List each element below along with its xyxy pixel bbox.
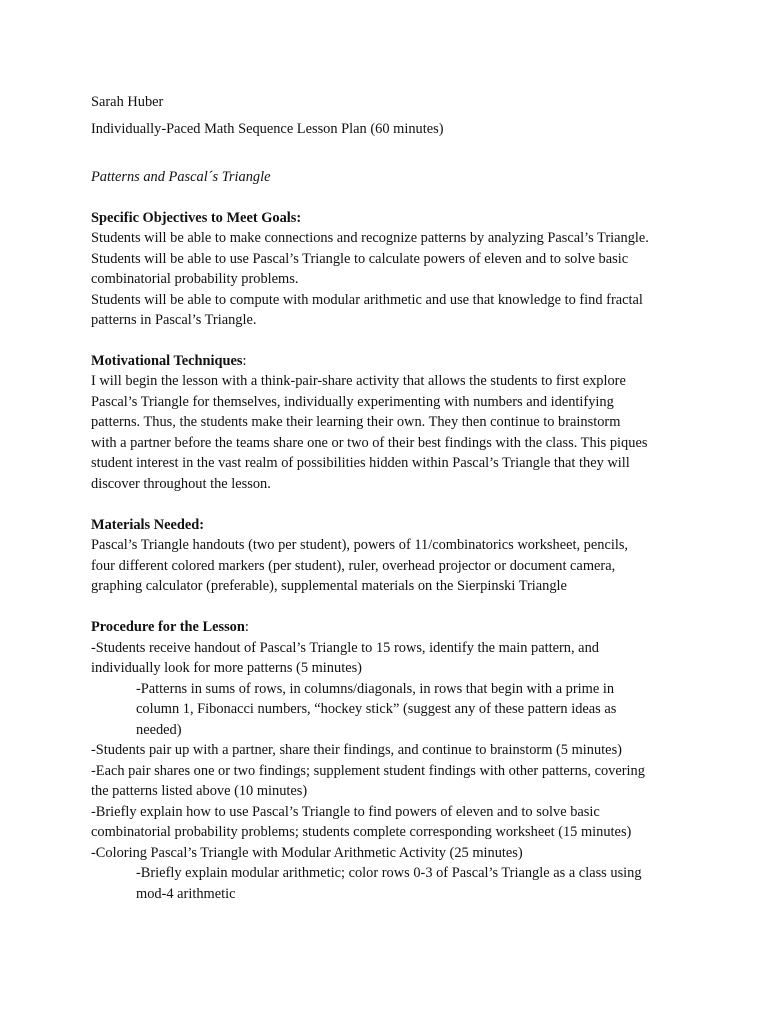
lesson-title: Patterns and Pascal´s Triangle: [91, 169, 271, 185]
materials-line: graphing calculator (preferable), supplemental materials on the Sierpinski Triangle: [91, 578, 567, 594]
materials-heading: Materials Needed:: [91, 517, 205, 533]
procedure-heading-row: [91, 617, 249, 637]
motivation-line: I will begin the lesson with a think-pair-share activity that allows the students to first explore: [91, 373, 626, 389]
motivation-heading: Motivational Techniques: [91, 353, 243, 369]
motivation-heading-row: [91, 351, 247, 371]
procedure-line: the patterns listed above (10 minutes): [91, 783, 308, 799]
objectives-line: Students will be able to use Pascal’s Triangle to calculate powers of eleven and to solve basic: [91, 251, 629, 267]
motivation-line: Pascal’s Triangle for themselves, individually experimenting with numbers and identifying: [91, 394, 614, 410]
procedure-line: -Coloring Pascal’s Triangle with Modular Arithmetic Activity (25 minutes): [91, 845, 523, 861]
procedure-line: individually look for more patterns (5 minutes): [91, 660, 362, 676]
motivation-heading-colon: :: [242, 353, 247, 369]
objectives-heading: Specific Objectives to Meet Goals:: [91, 210, 302, 226]
objectives-line: combinatorial probability problems.: [91, 271, 299, 287]
procedure-line: -Briefly explain how to use Pascal’s Triangle to find powers of eleven and to solve basic: [91, 804, 600, 820]
procedure-subline: mod-4 arithmetic: [136, 886, 236, 902]
procedure-line: -Students receive handout of Pascal’s Triangle to 15 rows, identify the main pattern, and: [91, 640, 599, 656]
procedure-subline: needed): [136, 722, 182, 738]
materials-line: four different colored markers (per student), ruler, overhead projector or document camera,: [91, 558, 616, 574]
objectives-line: Students will be able to make connections and recognize patterns by analyzing Pascal’s Triangle.: [91, 230, 649, 246]
procedure-heading-colon: :: [244, 619, 249, 635]
materials-line: Pascal’s Triangle handouts (two per student), powers of 11/combinatorics worksheet, pencils,: [91, 537, 629, 553]
motivation-line: discover throughout the lesson.: [91, 476, 271, 492]
procedure-subline: -Briefly explain modular arithmetic; color rows 0-3 of Pascal’s Triangle as a class using: [136, 865, 642, 881]
objectives-line: patterns in Pascal’s Triangle.: [91, 312, 257, 328]
plan-title: Individually-Paced Math Sequence Lesson Plan (60 minutes): [91, 121, 444, 137]
motivation-line: student interest in the vast realm of possibilities hidden within Pascal’s Triangle that they will: [91, 455, 630, 471]
motivation-line: patterns. Thus, the students make their learning their own. They then continue to brainstorm: [91, 414, 621, 430]
procedure-line: -Students pair up with a partner, share their findings, and continue to brainstorm (5 minutes): [91, 742, 622, 758]
objectives-line: Students will be able to compute with modular arithmetic and use that knowledge to find fractal: [91, 292, 643, 308]
motivation-line: with a partner before the teams share one or two of their best findings with the class. This piques: [91, 435, 648, 451]
author-name: Sarah Huber: [91, 94, 164, 110]
procedure-subline: -Patterns in sums of rows, in columns/diagonals, in rows that begin with a prime in: [136, 681, 615, 697]
procedure-heading: Procedure for the Lesson: [91, 619, 245, 635]
procedure-line: combinatorial probability problems; students complete corresponding worksheet (15 minutes): [91, 824, 632, 840]
procedure-subline: column 1, Fibonacci numbers, “hockey stick” (suggest any of these pattern ideas as: [136, 701, 617, 717]
procedure-line: -Each pair shares one or two findings; supplement student findings with other patterns, covering: [91, 763, 645, 779]
